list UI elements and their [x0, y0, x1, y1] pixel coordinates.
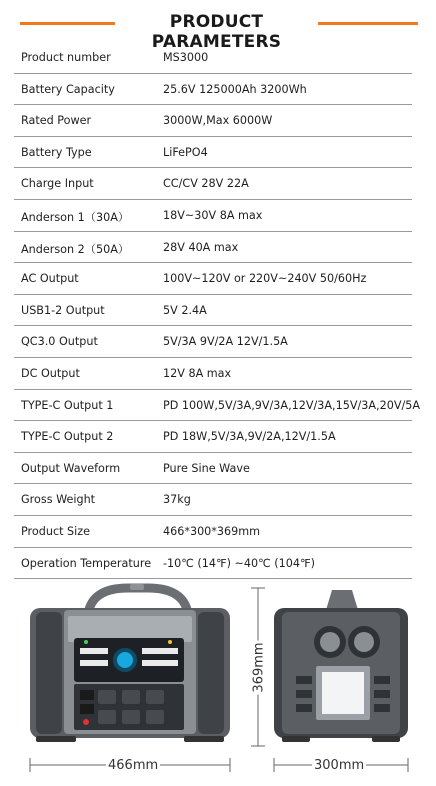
row-value: 25.6V 125000Ah 3200Wh — [163, 82, 307, 96]
row-label: AC Output — [21, 272, 79, 286]
product-figures — [0, 580, 436, 786]
page-title: PRODUCT PARAMETERS — [151, 12, 282, 52]
table-row — [14, 200, 412, 232]
row-value: 18V~30V 8A max — [163, 208, 263, 222]
row-value: 466*300*369mm — [163, 524, 261, 538]
table-row — [14, 453, 412, 485]
row-label: TYPE-C Output 1 — [21, 398, 114, 412]
depth-dimension-label: 300mm — [314, 758, 365, 773]
table-row — [14, 263, 412, 295]
row-value: 5V 2.4A — [163, 303, 207, 317]
table-row — [14, 105, 412, 137]
side-unit — [274, 590, 408, 742]
row-value: Pure Sine Wave — [163, 461, 250, 475]
row-label: Battery Type — [21, 145, 92, 159]
parameters-table — [14, 42, 421, 579]
header-rule-left — [20, 22, 115, 25]
table-row — [14, 326, 412, 358]
row-label: TYPE-C Output 2 — [21, 430, 114, 444]
row-value: 37kg — [163, 493, 191, 507]
row-label: Battery Capacity — [21, 82, 115, 96]
row-label: USB1-2 Output — [21, 303, 105, 317]
row-value: PD 100W,5V/3A,9V/3A,12V/3A,15V/3A,20V/5A — [163, 398, 421, 412]
row-label: Anderson 2（50A） — [21, 242, 130, 256]
row-label: Charge Input — [21, 177, 94, 191]
row-label: Anderson 1（30A） — [21, 210, 130, 224]
table-row — [14, 358, 412, 390]
row-label: Product Size — [21, 524, 90, 538]
table-row — [14, 516, 412, 548]
row-label: Operation Temperature — [21, 556, 152, 570]
table-row — [14, 74, 412, 106]
row-value: PD 18W,5V/3A,9V/2A,12V/1.5A — [163, 430, 336, 444]
header-rule-right — [318, 22, 418, 25]
row-label: QC3.0 Output — [21, 335, 98, 349]
row-value: -10℃ (14℉) ~40℃ (104℉) — [163, 556, 316, 570]
row-label: Gross Weight — [21, 493, 96, 507]
height-dimension-label: 369mm — [251, 642, 267, 693]
row-label: Rated Power — [21, 114, 92, 128]
row-value: LiFePO4 — [163, 145, 208, 159]
table-row — [14, 421, 412, 453]
row-label: DC Output — [21, 366, 80, 380]
row-value: MS3000 — [163, 51, 209, 64]
table-row — [14, 42, 412, 74]
row-value: 5V/3A 9V/2A 12V/1.5A — [163, 335, 288, 349]
section-header — [0, 0, 436, 52]
row-value: 12V 8A max — [163, 366, 232, 380]
table-row — [14, 484, 412, 516]
table-row — [14, 168, 412, 200]
row-value: CC/CV 28V 22A — [163, 177, 249, 191]
front-unit — [30, 584, 230, 742]
table-row — [14, 137, 412, 169]
row-value: 3000W,Max 6000W — [163, 114, 273, 128]
table-row — [14, 232, 412, 264]
table-row — [14, 295, 412, 327]
width-dimension-label: 466mm — [108, 758, 159, 773]
table-row — [14, 390, 421, 422]
table-row — [14, 548, 412, 580]
row-value: 100V~120V or 220V~240V 50/60Hz — [163, 272, 367, 286]
row-label: Product number — [21, 51, 111, 64]
row-label: Output Waveform — [21, 461, 121, 475]
front-view-image — [0, 580, 436, 786]
row-value: 28V 40A max — [163, 240, 239, 254]
